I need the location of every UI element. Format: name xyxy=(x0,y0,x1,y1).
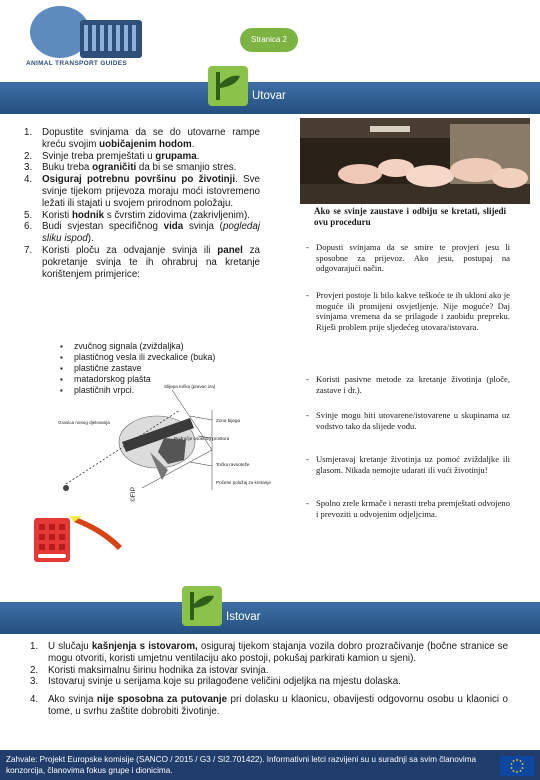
list-text: da bi se smanjio stres. xyxy=(136,162,237,174)
procedure-text: Svinje mogu biti utovarene/istovarene u skupinama uz vodstvo tako da slijede vođu. xyxy=(316,410,510,431)
list-text: Budi svjestan specifičnog xyxy=(42,221,164,233)
label-flight-zone: Zona bijega xyxy=(216,418,241,423)
list-item xyxy=(24,245,260,280)
logo-text: ANIMAL TRANSPORT GUIDES xyxy=(26,60,128,67)
section-title-utovar: Utovar xyxy=(252,90,286,102)
list-number: 2. xyxy=(24,150,33,162)
section-title-istovar: Istovar xyxy=(226,611,261,623)
list-text: grupama xyxy=(155,150,197,162)
page-number-badge: Stranica 2 xyxy=(240,28,298,52)
list-text: s čvrstim zidovima (zakrivljenim). xyxy=(104,209,250,221)
list-text: Osiguraj potrebnu površinu po životinji xyxy=(42,174,236,186)
procedure-item xyxy=(300,290,510,332)
list-number: 1. xyxy=(30,641,39,652)
procedure-item xyxy=(300,454,510,475)
section-header-bar-utovar xyxy=(0,82,540,114)
list-number: 4. xyxy=(30,694,39,706)
procedure-item xyxy=(300,242,510,274)
procedure-item xyxy=(300,498,510,519)
procedure-text: Koristi pasivne metode za kretanje životinja (ploče, zastave i dr.). xyxy=(316,374,510,395)
bullet-item: ▪ plastičnog vesla ili zveckalice (buka) xyxy=(60,352,280,363)
procedure-text: Dopusti svinjama da se smire te provjeri jesu li sposobne za prijevoz. Ako jesu, postupaj na odgovarajući način. xyxy=(316,242,510,274)
label-personal-zone: Područje osobnog prostora xyxy=(174,436,230,441)
list-item xyxy=(24,174,260,209)
pig-board-and-paddle-photo xyxy=(30,510,130,566)
procedure-text: Usmjeravaj kretanje životinja uz pomoć zviždaljke ili glasom. Nikada nemojte udarati ili vući životinju! xyxy=(316,454,510,475)
list-item xyxy=(24,221,260,245)
list-text: U slučaju xyxy=(48,641,92,652)
footer-bar xyxy=(0,750,540,780)
list-text: . Sve svinje tijekom prijevoza moraju moći istovremeno ležati ili stajati u svojem prirodnom položaju. xyxy=(42,174,260,209)
list-number: 2. xyxy=(30,664,39,676)
procedure-title: Ako se svinje zaustave i odbiju se kretati, slijedi ovu proceduru xyxy=(314,206,506,227)
bullet-item: ▪ zvučnog signala (zviždaljka) xyxy=(60,341,280,352)
list-text: . xyxy=(196,150,200,162)
list-text: hodnik xyxy=(71,209,105,221)
list-text: ). xyxy=(87,233,94,245)
dash-bullet: - xyxy=(306,498,309,508)
list-item xyxy=(30,694,508,718)
procedure-text: Spolno zrele krmače i nerasti treba premještati odvojeno i prevoziti u odvojenim odjeljcima. xyxy=(316,498,511,519)
list-text: panel xyxy=(217,244,243,256)
photo-copyright: ©FIP xyxy=(130,487,137,502)
procedure-text: Provjeri postoje li bilo kakve teškoće te ih ukloni ako je moguće ili promijeni osvjetljenje. Nije moguće? Daj svinjama vremena da se prilagode i zaobiđu prepreku. Riješi problem prije sljedećeg utovara/istovara. xyxy=(316,290,510,332)
label-blind-spot: Slijepa točka (pravac iza) xyxy=(164,384,216,389)
list-text: . xyxy=(191,138,195,150)
label-far-limit: Granica nosog djelovanja xyxy=(58,420,110,425)
dash-bullet: - xyxy=(306,454,309,464)
refusal-procedure-box xyxy=(300,206,510,546)
animal-transport-guides-logo xyxy=(22,6,152,72)
list-text: vida xyxy=(163,221,184,233)
pig-vision-diagram xyxy=(52,380,298,498)
procedure-item xyxy=(300,410,510,431)
leaf-icon xyxy=(180,584,224,628)
list-item xyxy=(30,676,508,688)
truck-graphic xyxy=(80,20,142,58)
procedure-item xyxy=(300,374,510,395)
bullet-item: ▪ plastičnih vrpci. xyxy=(60,385,280,396)
list-text: kašnjenja s istovarom, xyxy=(91,641,198,652)
acknowledgement-text: Zahvale: Projekt Europske komisije (SANCO / 2015 / G3 / SI2.701422). Informativni letci razvijeni su u suradnji sa svim članovima konzorcija, članovima fokus grupe i dionicima. xyxy=(6,755,477,775)
list-text: uobičajenim hodom xyxy=(99,138,192,150)
list-number: 4. xyxy=(24,174,33,186)
list-text: za pokretanje svinja te ih ohrabruj na kretanje korištenjem primjerice: xyxy=(42,244,260,280)
bullet-item: ▪ plastične zastave xyxy=(60,363,280,374)
label-balance-point: Točka ravnoteže xyxy=(216,462,250,467)
list-text: Koristi xyxy=(42,209,72,221)
list-text: pri dolasku u klaonicu, obavijesti odgovornu osobu u klaonici o tome, u svrhu zaštite dobrobiti životinje. xyxy=(48,694,508,717)
label-start-position: Početni položaj za kretanje xyxy=(216,480,271,485)
list-number: 3. xyxy=(24,162,33,174)
dash-bullet: - xyxy=(306,374,309,384)
list-text: pogledaj sliku ispod xyxy=(42,221,260,245)
list-number: 7. xyxy=(24,244,33,256)
list-number: 3. xyxy=(30,676,39,688)
list-item xyxy=(30,641,508,665)
list-number: 6. xyxy=(24,221,33,233)
dash-bullet: - xyxy=(306,242,309,252)
list-text: Ako svinja xyxy=(48,694,97,706)
list-text: nije sposobna za putovanje xyxy=(96,694,228,706)
list-text: svinja ( xyxy=(183,221,223,233)
list-text: Istovaruj svinje u serijama koje su prilagođene veličini odjeljka na mjestu dolaska. xyxy=(48,676,401,688)
list-item xyxy=(24,127,260,151)
leaf-icon xyxy=(206,64,250,108)
list-text: osiguraj tijekom stajanja vozila dobro prozračivanje (bočne stranice se mogu otvoriti, koristi umjetnu ventilaciju ako postoji, pokušaj parkirati kamion u sjeni). xyxy=(48,641,509,664)
list-item xyxy=(30,665,508,677)
list-text: Koristi maksimalnu širinu hodnika za istovar svinja. xyxy=(48,664,269,676)
list-number: 5. xyxy=(24,209,33,221)
bullet-item: ▪ matadorskog plašta xyxy=(60,374,280,385)
list-text: ograničiti xyxy=(92,162,137,174)
list-text: Koristi ploču za odvajanje svinja ili xyxy=(42,244,218,256)
unload-steps-list xyxy=(24,127,260,280)
list-text: Svinje treba premještati u xyxy=(42,150,156,162)
eu-flag-icon xyxy=(500,756,534,776)
dash-bullet: - xyxy=(306,290,309,300)
pigs-in-truck-photo xyxy=(300,118,530,204)
list-item xyxy=(24,210,260,222)
list-text: Dopustite svinjama da se do utovarne rampe kreću svojim xyxy=(42,127,260,150)
handler-marker xyxy=(63,485,69,491)
section-header-bar-istovar xyxy=(0,602,540,634)
list-item xyxy=(24,151,260,163)
list-number: 1. xyxy=(24,127,33,138)
list-text: Buku treba xyxy=(42,162,93,174)
list-item xyxy=(24,162,260,174)
dash-bullet: - xyxy=(306,410,309,420)
unloading-steps-list xyxy=(30,641,508,718)
